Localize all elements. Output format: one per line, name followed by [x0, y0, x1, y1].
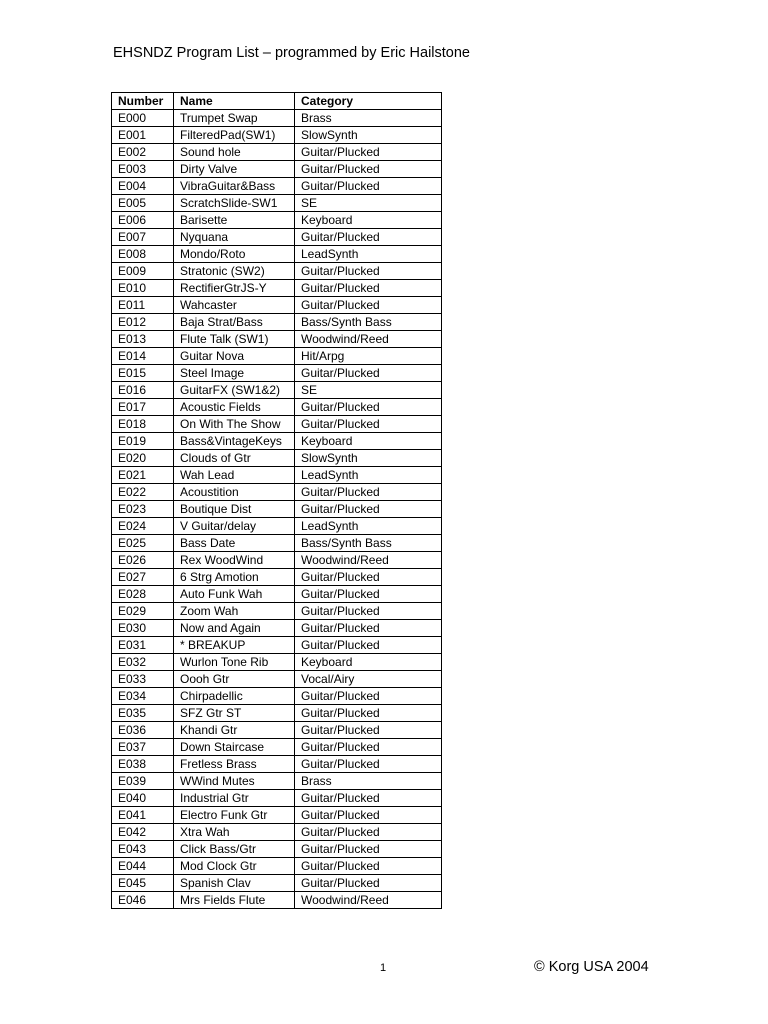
program-number: E021 — [112, 467, 174, 484]
table-row — [112, 280, 442, 297]
program-number: E002 — [112, 144, 174, 161]
table-row — [112, 229, 442, 246]
table-row — [112, 807, 442, 824]
program-category: Woodwind/Reed — [295, 552, 442, 569]
table-header-row — [112, 93, 442, 110]
program-name: Steel Image — [174, 365, 295, 382]
program-name: ScratchSlide-SW1 — [174, 195, 295, 212]
program-category: Guitar/Plucked — [295, 807, 442, 824]
page-title: EHSNDZ Program List – programmed by Eric Hailstone — [113, 45, 470, 61]
table-row — [112, 246, 442, 263]
program-number: E006 — [112, 212, 174, 229]
program-category: SlowSynth — [295, 127, 442, 144]
program-number: E015 — [112, 365, 174, 382]
program-name: Now and Again — [174, 620, 295, 637]
table-row — [112, 671, 442, 688]
table-row — [112, 586, 442, 603]
table-row — [112, 739, 442, 756]
table-row — [112, 450, 442, 467]
table-row — [112, 314, 442, 331]
program-category: Brass — [295, 773, 442, 790]
program-category: Hit/Arpg — [295, 348, 442, 365]
table-row — [112, 518, 442, 535]
table-row — [112, 365, 442, 382]
program-number: E043 — [112, 841, 174, 858]
program-category: Guitar/Plucked — [295, 603, 442, 620]
program-category: Brass — [295, 110, 442, 127]
program-number: E039 — [112, 773, 174, 790]
table-row — [112, 620, 442, 637]
header-category: Category — [295, 93, 442, 110]
program-name: Wurlon Tone Rib — [174, 654, 295, 671]
program-category: LeadSynth — [295, 518, 442, 535]
program-number: E004 — [112, 178, 174, 195]
program-number: E012 — [112, 314, 174, 331]
table-row — [112, 637, 442, 654]
table-body — [112, 110, 442, 909]
program-name: Fretless Brass — [174, 756, 295, 773]
table-row — [112, 399, 442, 416]
program-category: Guitar/Plucked — [295, 501, 442, 518]
program-name: Click Bass/Gtr — [174, 841, 295, 858]
program-name: Acoustition — [174, 484, 295, 501]
table-row — [112, 501, 442, 518]
program-category: Guitar/Plucked — [295, 841, 442, 858]
program-number: E025 — [112, 535, 174, 552]
table-row — [112, 195, 442, 212]
table-row — [112, 178, 442, 195]
program-number: E018 — [112, 416, 174, 433]
program-number: E011 — [112, 297, 174, 314]
table-row — [112, 484, 442, 501]
program-name: 6 Strg Amotion — [174, 569, 295, 586]
program-number: E045 — [112, 875, 174, 892]
program-number: E042 — [112, 824, 174, 841]
program-category: SlowSynth — [295, 450, 442, 467]
program-name: Oooh Gtr — [174, 671, 295, 688]
program-name: Bass Date — [174, 535, 295, 552]
table-row — [112, 467, 442, 484]
table-row — [112, 382, 442, 399]
program-name: Zoom Wah — [174, 603, 295, 620]
table-row — [112, 552, 442, 569]
program-number: E023 — [112, 501, 174, 518]
program-category: Guitar/Plucked — [295, 569, 442, 586]
program-number: E038 — [112, 756, 174, 773]
program-name: Wahcaster — [174, 297, 295, 314]
program-category: LeadSynth — [295, 246, 442, 263]
program-number: E027 — [112, 569, 174, 586]
program-category: Guitar/Plucked — [295, 858, 442, 875]
table-row — [112, 263, 442, 280]
program-number: E003 — [112, 161, 174, 178]
program-number: E035 — [112, 705, 174, 722]
program-name: Bass&VintageKeys — [174, 433, 295, 450]
program-category: Keyboard — [295, 654, 442, 671]
program-number: E010 — [112, 280, 174, 297]
program-name: Chirpadellic — [174, 688, 295, 705]
program-category: Guitar/Plucked — [295, 484, 442, 501]
program-number: E034 — [112, 688, 174, 705]
program-category: Guitar/Plucked — [295, 705, 442, 722]
program-number: E033 — [112, 671, 174, 688]
program-name: WWind Mutes — [174, 773, 295, 790]
program-name: On With The Show — [174, 416, 295, 433]
program-name: Clouds of Gtr — [174, 450, 295, 467]
copyright-notice: © Korg USA 2004 — [534, 959, 649, 975]
program-name: Flute Talk (SW1) — [174, 331, 295, 348]
program-category: Guitar/Plucked — [295, 620, 442, 637]
program-name: Rex WoodWind — [174, 552, 295, 569]
program-number: E013 — [112, 331, 174, 348]
program-name: * BREAKUP — [174, 637, 295, 654]
program-name: Stratonic (SW2) — [174, 263, 295, 280]
program-category: Bass/Synth Bass — [295, 314, 442, 331]
table-row — [112, 161, 442, 178]
program-name: Mondo/Roto — [174, 246, 295, 263]
program-name: Wah Lead — [174, 467, 295, 484]
table-row — [112, 824, 442, 841]
program-number: E041 — [112, 807, 174, 824]
program-name: Nyquana — [174, 229, 295, 246]
program-name: Barisette — [174, 212, 295, 229]
program-category: Guitar/Plucked — [295, 297, 442, 314]
table-row — [112, 858, 442, 875]
table-row — [112, 654, 442, 671]
program-category: Guitar/Plucked — [295, 161, 442, 178]
program-name: Acoustic Fields — [174, 399, 295, 416]
program-number: E000 — [112, 110, 174, 127]
program-number: E014 — [112, 348, 174, 365]
header-number: Number — [112, 93, 174, 110]
program-number: E032 — [112, 654, 174, 671]
program-category: Bass/Synth Bass — [295, 535, 442, 552]
program-name: Khandi Gtr — [174, 722, 295, 739]
program-name: V Guitar/delay — [174, 518, 295, 535]
program-category: Guitar/Plucked — [295, 144, 442, 161]
table-row — [112, 722, 442, 739]
program-category: Guitar/Plucked — [295, 875, 442, 892]
program-number: E017 — [112, 399, 174, 416]
program-number: E026 — [112, 552, 174, 569]
table-row — [112, 841, 442, 858]
program-name: Mrs Fields Flute — [174, 892, 295, 909]
table-row — [112, 603, 442, 620]
program-number: E007 — [112, 229, 174, 246]
program-number: E024 — [112, 518, 174, 535]
program-number: E008 — [112, 246, 174, 263]
program-category: Guitar/Plucked — [295, 722, 442, 739]
program-number: E020 — [112, 450, 174, 467]
program-name: Down Staircase — [174, 739, 295, 756]
table-row — [112, 127, 442, 144]
program-number: E001 — [112, 127, 174, 144]
program-category: SE — [295, 382, 442, 399]
program-name: Baja Strat/Bass — [174, 314, 295, 331]
table-row — [112, 212, 442, 229]
program-category: Woodwind/Reed — [295, 331, 442, 348]
program-category: Guitar/Plucked — [295, 688, 442, 705]
program-name: VibraGuitar&Bass — [174, 178, 295, 195]
program-category: Guitar/Plucked — [295, 365, 442, 382]
program-number: E040 — [112, 790, 174, 807]
table-row — [112, 348, 442, 365]
program-category: Guitar/Plucked — [295, 229, 442, 246]
program-category: Keyboard — [295, 212, 442, 229]
program-category: Guitar/Plucked — [295, 756, 442, 773]
program-name: GuitarFX (SW1&2) — [174, 382, 295, 399]
program-number: E030 — [112, 620, 174, 637]
table-row — [112, 331, 442, 348]
page-number: 1 — [380, 962, 387, 974]
program-name: SFZ Gtr ST — [174, 705, 295, 722]
program-number: E044 — [112, 858, 174, 875]
program-name: Xtra Wah — [174, 824, 295, 841]
table-row — [112, 875, 442, 892]
program-name: Auto Funk Wah — [174, 586, 295, 603]
table-row — [112, 110, 442, 127]
program-number: E028 — [112, 586, 174, 603]
program-number: E037 — [112, 739, 174, 756]
header-name: Name — [174, 93, 295, 110]
program-category: LeadSynth — [295, 467, 442, 484]
program-number: E019 — [112, 433, 174, 450]
program-name: Electro Funk Gtr — [174, 807, 295, 824]
program-number: E029 — [112, 603, 174, 620]
table-row — [112, 569, 442, 586]
program-name: Trumpet Swap — [174, 110, 295, 127]
program-number: E022 — [112, 484, 174, 501]
table-row — [112, 688, 442, 705]
program-category: SE — [295, 195, 442, 212]
program-category: Guitar/Plucked — [295, 416, 442, 433]
program-name: Dirty Valve — [174, 161, 295, 178]
program-name: Industrial Gtr — [174, 790, 295, 807]
table-row — [112, 297, 442, 314]
program-number: E046 — [112, 892, 174, 909]
program-name: Spanish Clav — [174, 875, 295, 892]
program-category: Keyboard — [295, 433, 442, 450]
program-name: Sound hole — [174, 144, 295, 161]
program-category: Guitar/Plucked — [295, 263, 442, 280]
program-category: Guitar/Plucked — [295, 178, 442, 195]
program-category: Guitar/Plucked — [295, 790, 442, 807]
program-number: E009 — [112, 263, 174, 280]
program-category: Guitar/Plucked — [295, 399, 442, 416]
program-name: Boutique Dist — [174, 501, 295, 518]
program-category: Woodwind/Reed — [295, 892, 442, 909]
program-number: E036 — [112, 722, 174, 739]
program-category: Guitar/Plucked — [295, 637, 442, 654]
table-row — [112, 535, 442, 552]
program-name: FilteredPad(SW1) — [174, 127, 295, 144]
table-row — [112, 705, 442, 722]
program-category: Guitar/Plucked — [295, 739, 442, 756]
program-category: Guitar/Plucked — [295, 586, 442, 603]
table-row — [112, 790, 442, 807]
table-row — [112, 433, 442, 450]
table-row — [112, 756, 442, 773]
program-category: Guitar/Plucked — [295, 280, 442, 297]
program-number: E005 — [112, 195, 174, 212]
program-category: Guitar/Plucked — [295, 824, 442, 841]
program-list-table — [111, 92, 442, 909]
table-row — [112, 892, 442, 909]
program-name: RectifierGtrJS-Y — [174, 280, 295, 297]
table-row — [112, 773, 442, 790]
program-name: Guitar Nova — [174, 348, 295, 365]
table-row — [112, 144, 442, 161]
program-number: E031 — [112, 637, 174, 654]
program-category: Vocal/Airy — [295, 671, 442, 688]
table-row — [112, 416, 442, 433]
program-number: E016 — [112, 382, 174, 399]
program-name: Mod Clock Gtr — [174, 858, 295, 875]
